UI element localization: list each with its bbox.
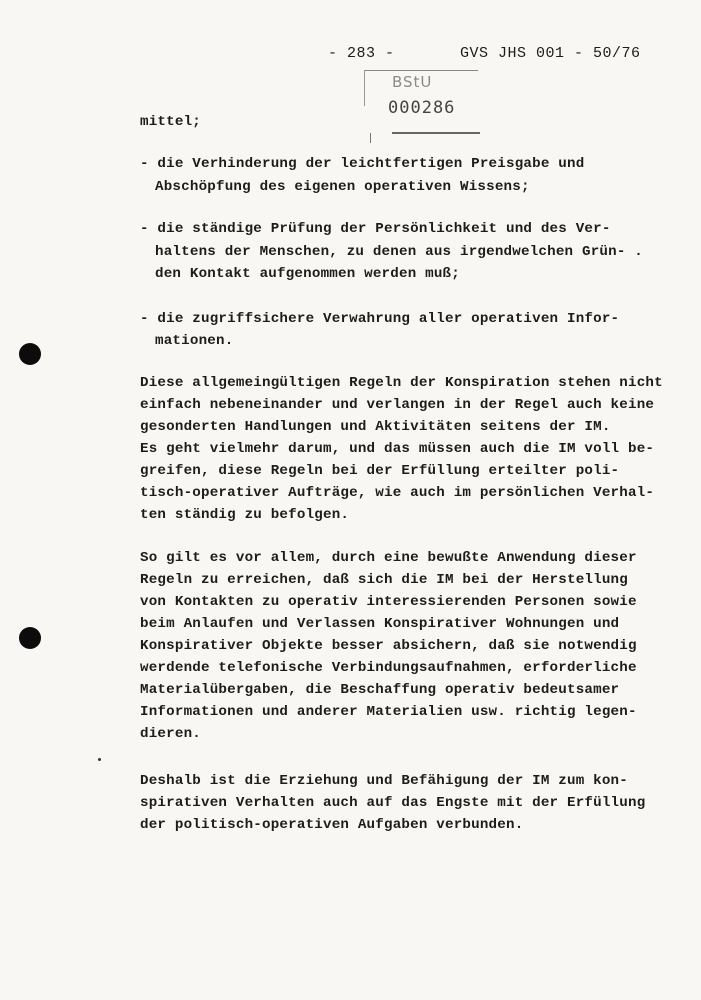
- paragraph-line: Deshalb ist die Erziehung und Befähigung der IM zum kon-: [140, 773, 628, 789]
- list-item-line: mationen.: [155, 333, 234, 349]
- paragraph-line: Regeln zu erreichen, daß sich die IM bei der Herstellung: [140, 572, 628, 588]
- paragraph-line: greifen, diese Regeln bei der Erfüllung erteilter poli-: [140, 463, 620, 479]
- paragraph-line: dieren.: [140, 726, 201, 742]
- ink-speck: [98, 758, 101, 761]
- paragraph-line: Informationen und anderer Materialien usw. richtig legen-: [140, 704, 637, 720]
- stamp-label: BStU: [392, 73, 433, 91]
- list-item-line: - die Verhinderung der leichtfertigen Preisgabe und: [140, 156, 585, 172]
- punch-hole-top: [19, 343, 41, 365]
- paragraph-line: Diese allgemeingültigen Regeln der Konspiration stehen nicht: [140, 375, 663, 391]
- document-reference: GVS JHS 001 - 50/76: [460, 45, 641, 62]
- stamp-tick-mark: [370, 133, 371, 143]
- paragraph-line: der politisch-operativen Aufgaben verbunden.: [140, 817, 524, 833]
- list-item-line: - die zugriffsichere Verwahrung aller operativen Infor-: [140, 311, 620, 327]
- stamp-number: 000286: [388, 98, 456, 118]
- paragraph-line: ten ständig zu befolgen.: [140, 507, 350, 523]
- archive-stamp: [362, 66, 480, 136]
- list-item-line: haltens der Menschen, zu denen aus irgendwelchen Grün- .: [155, 244, 643, 260]
- list-item-line: - die ständige Prüfung der Persönlichkeit und des Ver-: [140, 221, 611, 237]
- paragraph-line: Es geht vielmehr darum, und das müssen auch die IM voll be-: [140, 441, 655, 457]
- paragraph-line: tisch-operativer Aufträge, wie auch im persönlichen Verhal-: [140, 485, 655, 501]
- paragraph-line: So gilt es vor allem, durch eine bewußte Anwendung dieser: [140, 550, 637, 566]
- paragraph-line: einfach nebeneinander und verlangen in der Regel auch keine: [140, 397, 655, 413]
- stamp-underline: [392, 132, 480, 134]
- punch-hole-bottom: [19, 627, 41, 649]
- stamp-border-left: [364, 70, 365, 106]
- stamp-border-top: [364, 70, 478, 71]
- paragraph-line: Materialübergaben, die Beschaffung operativ bedeutsamer: [140, 682, 620, 698]
- text-line: mittel;: [140, 114, 201, 130]
- list-item-line: Abschöpfung des eigenen operativen Wissens;: [155, 179, 530, 195]
- paragraph-line: gesonderten Handlungen und Aktivitäten seitens der IM.: [140, 419, 611, 435]
- paragraph-line: von Kontakten zu operativ interessierenden Personen sowie: [140, 594, 637, 610]
- paragraph-line: beim Anlaufen und Verlassen Konspirativer Wohnungen und: [140, 616, 620, 632]
- paragraph-line: spirativen Verhalten auch auf das Engste mit der Erfüllung: [140, 795, 646, 811]
- paragraph-line: Konspirativer Objekte besser absichern, daß sie notwendig: [140, 638, 637, 654]
- page-number: - 283 -: [328, 45, 395, 62]
- paragraph-line: werdende telefonische Verbindungsaufnahmen, erforderliche: [140, 660, 637, 676]
- list-item-line: den Kontakt aufgenommen werden muß;: [155, 266, 460, 282]
